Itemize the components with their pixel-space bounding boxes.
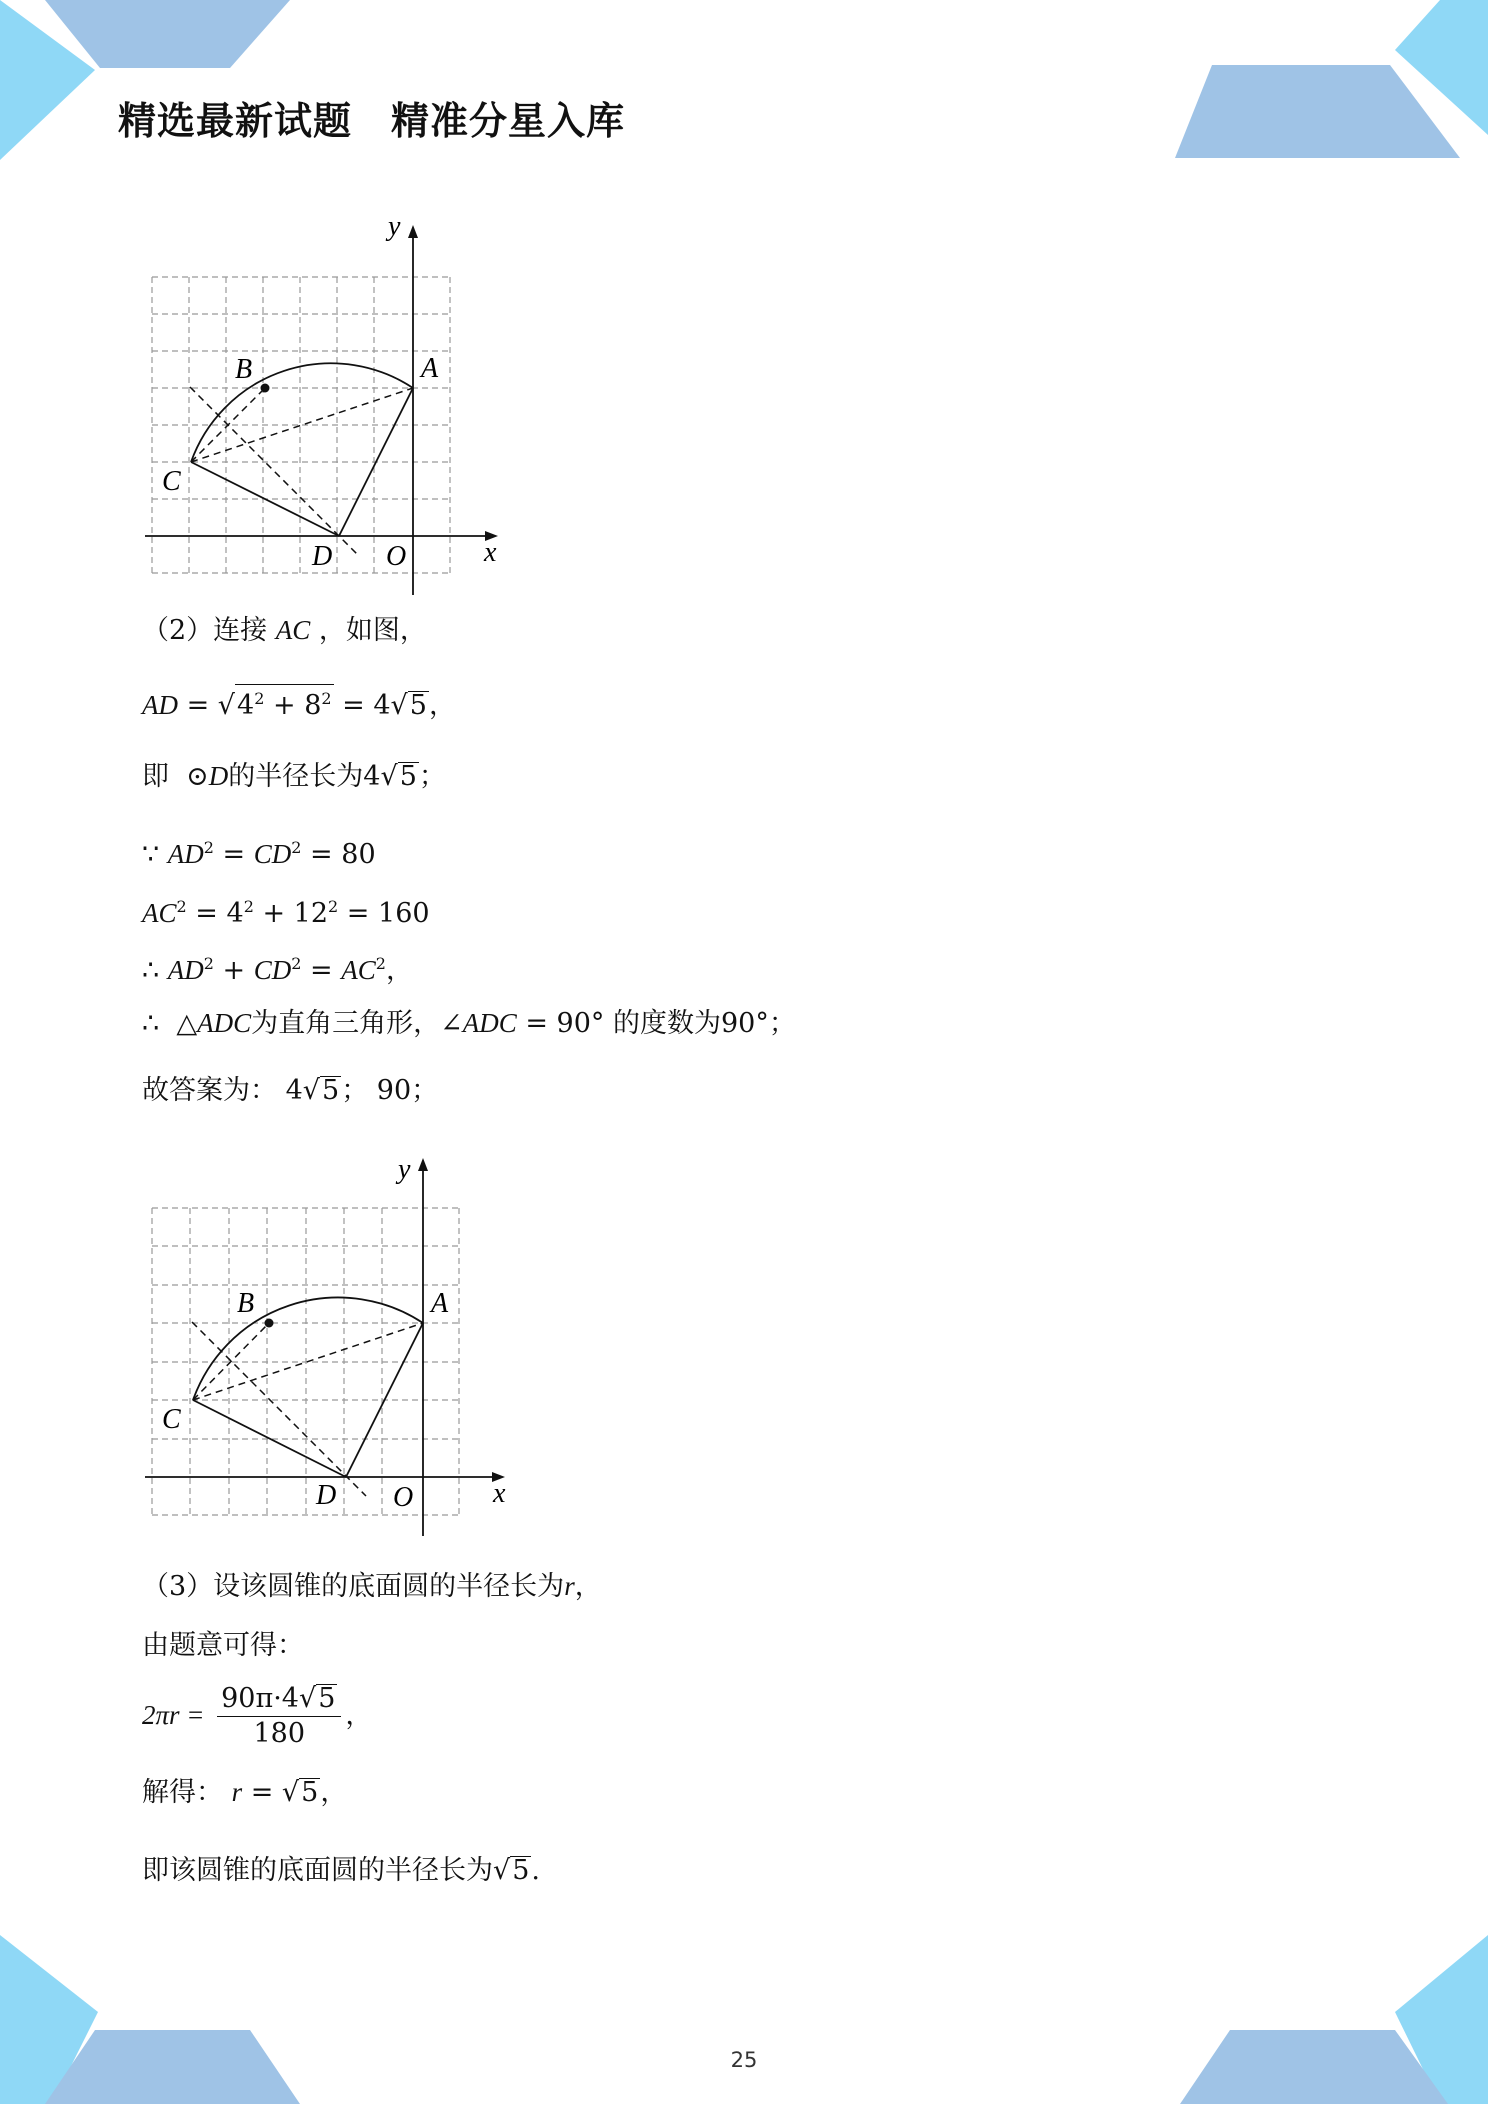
final-radical: √5 — [493, 1855, 530, 1886]
final-line — [142, 1853, 540, 1889]
label-y: y — [398, 1154, 411, 1185]
ad-radical: $√4^2 + 8^2$ — [218, 684, 334, 724]
part3-intro-line — [142, 1568, 602, 1605]
part2-intro: （2）连接 — [142, 615, 268, 646]
final-end: . — [531, 1855, 540, 1886]
therefore-symbol-2: ∴ — [142, 1008, 160, 1039]
answer-rad: 5 — [322, 1075, 340, 1106]
axes — [145, 225, 498, 595]
since-line: ∵ $AD^2 = CD^2 = 80$ — [142, 838, 376, 870]
radius-mid: 的半径长为 — [228, 761, 364, 792]
therefore-symbol-1: ∴ — [142, 955, 160, 986]
solve-pre: 解得： — [142, 1777, 223, 1808]
radius-line: 即 ⊙D的半径长为4√5； — [142, 758, 446, 795]
ad-lhs: AD — [142, 690, 178, 720]
answer-sep: ； — [341, 1075, 369, 1106]
dashed-segments — [192, 1322, 423, 1496]
radius-coef: 4 — [363, 761, 381, 792]
grid — [152, 1208, 459, 1515]
figure-1 — [130, 215, 510, 605]
ad-result-rad: 5 — [409, 690, 427, 721]
header-title: 精选最新试题 精准分星入库 — [118, 99, 626, 143]
answer-degree: 90 — [376, 1075, 412, 1106]
ac-sq-value: 160 — [378, 898, 430, 929]
answer-coef: 4 — [285, 1075, 303, 1106]
ac-sq-twelve: 12 — [293, 898, 329, 929]
corner-shape-top-right-2 — [1175, 65, 1460, 158]
answer-pre: 故答案为： — [142, 1075, 277, 1106]
corner-shape-top-left-2 — [45, 0, 290, 68]
eq-end: ， — [345, 1700, 373, 1731]
answer-line — [142, 1073, 438, 1109]
therefore-sum-line: ∴ $AD^2 + CD^2 = AC^2$， — [142, 954, 413, 986]
ad-equation: AD = $√4^2 + 8^2 = 4√5$， — [142, 684, 456, 724]
ac-square-line: $AC^2 = 4^2 + 12^2 = 160$ — [142, 897, 430, 929]
sum-ac: AC — [341, 955, 376, 985]
label-y: y — [388, 215, 401, 242]
radius-d: D — [208, 761, 229, 791]
eq-num-rad: 5 — [318, 1683, 336, 1714]
label-d: D — [312, 541, 333, 572]
label-c: C — [162, 466, 181, 497]
triangle-adc: ADC — [197, 1008, 252, 1038]
since-value: 80 — [341, 839, 376, 870]
geometry-figure-1 — [130, 215, 510, 605]
label-o: O — [386, 541, 407, 572]
cone-equation — [142, 1682, 372, 1751]
final-pre: 即该圆锥的底面圆的半径长为 — [142, 1855, 493, 1886]
part3-end: ， — [574, 1571, 602, 1602]
radius-pre: 即 — [142, 761, 169, 792]
solve-end: ， — [320, 1777, 348, 1808]
right-triangle-mid: 为直角三角形， — [251, 1008, 441, 1039]
grid — [152, 277, 450, 573]
angle-adc: ∠ADC — [440, 1008, 517, 1038]
dashed-segments — [190, 387, 413, 555]
eq-fraction — [217, 1682, 341, 1751]
eq-lhs: 2πr = — [142, 1700, 205, 1730]
part2-intro-line — [142, 612, 427, 649]
label-o: O — [393, 1482, 414, 1513]
radius-radical: √5 — [380, 761, 417, 792]
ad-rad-a: 4 — [237, 690, 255, 721]
ad-result-radical: √5 — [390, 690, 427, 721]
given-text: 由题意可得： — [142, 1630, 304, 1661]
part3-intro: （3）设该圆锥的底面圆的半径长为 — [142, 1571, 565, 1602]
eq-num-a: 90π·4 — [221, 1683, 299, 1714]
ac-sq-ac: AC — [142, 898, 177, 928]
eq-num-radical: √5 — [298, 1683, 336, 1714]
ad-rad-b: 8 — [304, 690, 322, 721]
answer-radical: √5 — [302, 1075, 340, 1106]
label-a: A — [431, 1288, 449, 1319]
angle-degree: = 90° — [525, 1008, 605, 1039]
part2-intro-tail: ，如图， — [318, 615, 427, 646]
arc-cb-a — [193, 1298, 423, 1400]
label-b: B — [237, 1288, 255, 1319]
label-x: x — [493, 1478, 506, 1509]
label-c: C — [162, 1404, 181, 1435]
geometry-figure-2 — [130, 1148, 520, 1543]
right-triangle-tail: 的度数为 — [613, 1008, 721, 1039]
part2-ac: AC — [275, 615, 311, 645]
label-a: A — [421, 353, 439, 384]
solve-r: r — [231, 1777, 243, 1807]
solve-rad: 5 — [301, 1777, 319, 1808]
angle-degree-2: 90° — [721, 1008, 769, 1039]
ad-result-coef: 4 — [373, 690, 391, 721]
label-d: D — [316, 1480, 337, 1511]
solve-radical: √5 — [281, 1777, 319, 1808]
page-number: 25 — [730, 2048, 758, 2072]
part3-r: r — [564, 1571, 575, 1601]
since-cd: CD — [253, 839, 292, 869]
arc-cb-a — [191, 363, 413, 462]
ac-sq-four: 4 — [226, 898, 244, 929]
point-b — [261, 384, 270, 393]
figure-2 — [130, 1148, 520, 1543]
sum-cd: CD — [253, 955, 292, 985]
solve-line: 解得： r = √5， — [142, 1774, 347, 1811]
answer-end: ； — [411, 1075, 439, 1106]
since-symbol: ∵ — [142, 839, 160, 870]
radius-rad: 5 — [399, 761, 417, 792]
sum-ad: AD — [167, 955, 204, 985]
label-b: B — [235, 354, 253, 385]
final-rad: 5 — [512, 1855, 530, 1886]
since-ad: AD — [167, 839, 204, 869]
given-line — [142, 1628, 304, 1664]
right-triangle-line: ∴ △ADC为直角三角形，∠ADC = 90° 的度数为90°； — [142, 1008, 796, 1039]
label-x: x — [484, 537, 497, 568]
point-b — [265, 1319, 274, 1328]
eq-den: 180 — [253, 1718, 306, 1749]
